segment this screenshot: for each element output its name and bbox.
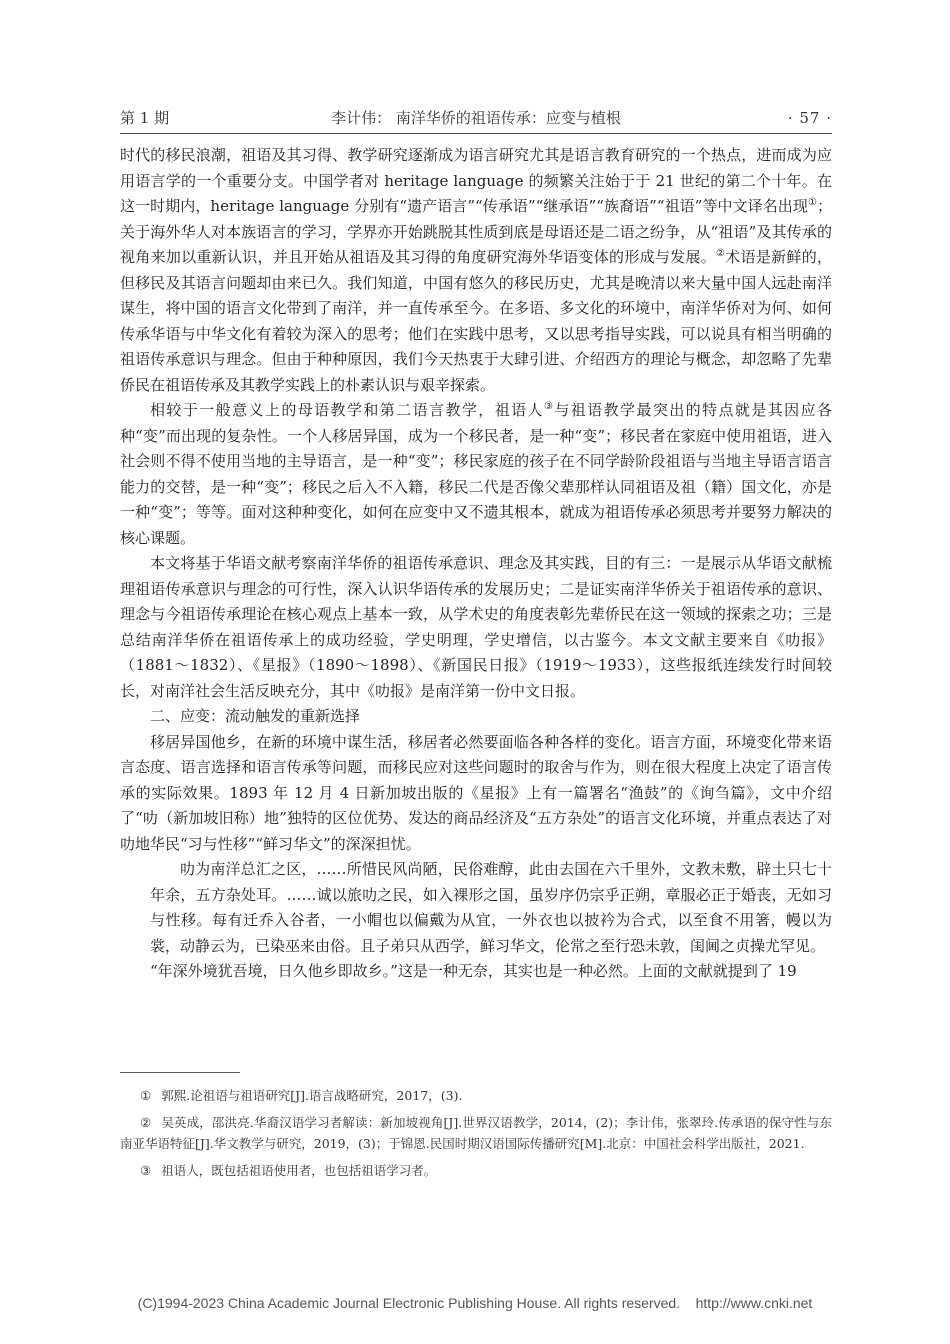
footnote-rule: [120, 1072, 240, 1073]
footnote-1: ① 郭熙.论祖语与祖语研究[J].语言战略研究，2017，(3).: [140, 1088, 463, 1103]
footnote-ref-3[interactable]: ③: [543, 401, 555, 412]
paragraph-5: “年深外境犹吾境，日久他乡即故乡。”这是一种无奈，其实也是一种必然。上面的文献就提到了 19: [150, 962, 797, 980]
copyright-line: (C)1994-2023 China Academic Journal Electronic Publishing House. All rights reserved. http://www.cnki.net: [137, 1295, 813, 1311]
paragraph-1: 时代的移民浪潮，祖语及其习得、教学研究逐渐成为语言研究尤其是语言教育研究的一个热点，进而成为应用语言学的一个重要分支。中国学者对 heritage language 的频繁关注始于于 21 世纪的第二个十年。在这一时期内，heritage language 分别有“遗产语言”“传承语”“继承语”“族裔语”“祖语”等中文译名出现①；关于海外华人对本族语言的学习，学界亦开始跳脱其性质到底是母语还是二语之纷争，从“祖语”及其传承的视角来加以重新认识，并且开始从祖语及其习得的角度研究海外华语变体的形成与发展。②术语是新鲜的，但移民及其语言问题却由来已久。我们知道，中国有悠久的移民历史，尤其是晚清以来大量中国人远赴南洋谋生，将中国的语言文化带到了南洋，并一直传承至今。在多语、多文化的环境中，南洋华侨对为何、如何传承华语与中华文化有着较为深入的思考；他们在实践中思考，又以思考指导实践，可以说具有相当明确的祖语传承意识与理念。但由于种种原因，我们今天热衷于大肆引进、介绍西方的理论与概念，却忽略了先辈侨民在祖语传承及其教学实践上的朴素认识与艰辛探索。: [120, 146, 833, 394]
paragraph-3: 本文将基于华语文献考察南洋华侨的祖语传承意识、理念及其实践，目的有三：一是展示从华语文献梳理祖语传承意识与理念的可行性，深入认识华语传承的发展历史；二是证实南洋华侨关于祖语传承的意识、理念与今祖语传承理论在核心观点上基本一致，从学术史的角度表彰先辈侨民在这一领域的探索之功；三是总结南洋华侨在祖语传承上的成功经验，学史明理，学史增信，以古鉴今。本文文献主要来自《叻报》（1881～1832）、《星报》（1890～1898）、《新国民日报》（1919～1933），这些报纸连续发行时间较长，对南洋社会生活反映充分，其中《叻报》是南洋第一份中文日报。: [120, 554, 832, 700]
paragraph-2: 相较于一般意义上的母语教学和第二语言教学，祖语人③与祖语教学最突出的特点就是其因应各种“变”而出现的复杂性。一个人移居异国，成为一个移民者，是一种“变”；移民者在家庭中使用祖语，进入社会则不得不使用当地的主导语言，是一种“变”；移民家庭的孩子在不同学龄阶段祖语与当地主导语言语言能力的交替，是一种“变”；移民之后入不入籍，移民二代是否像父辈那样认同祖语及祖（籍）国文化，亦是一种“变”；等等。面对这种种变化，如何在应变中又不遗其根本，就成为祖语传承必须思考并要努力解决的核心课题。: [120, 401, 832, 547]
running-title: 李计伟： 南洋华侨的祖语传承：应变与植根: [331, 109, 621, 127]
paragraph-4: 移居异国他乡，在新的环境中谋生活，移居者必然要面临各种各样的变化。语言方面，环境变化带来语言态度、语言选择和语言传承等问题，而移民应对这些问题时的取舍与作为，则在很大程度上决定了语言传承的实际效果。1893 年 12 月 4 日新加坡出版的《星报》上有一篇署名“渔鼓”的《询刍篇》，文中介绍了“叻（新加坡旧称）地”独特的区位优势、发达的商品经济及“五方杂处”的语言文化环境，并重点表达了对叻地华民“习与性移”“鲜习华文”的深深担忧。: [120, 732, 832, 853]
running-header: [120, 106, 832, 130]
page-number: · 57 ·: [787, 109, 832, 127]
article-body: [120, 143, 832, 985]
footnotes: [120, 1085, 832, 1187]
section-heading: 二、应变：流动触发的重新选择: [150, 707, 361, 725]
footnote-3: ③ 祖语人，既包括祖语使用者，也包括祖语学习者。: [140, 1163, 437, 1178]
footnote-ref-2[interactable]: ②: [716, 248, 726, 259]
issue-number: 第 1 期: [120, 109, 170, 127]
footnote-ref-1[interactable]: ①: [807, 197, 817, 208]
footnote-2: ② 吴英成，邵洪亮.华裔汉语学习者解读：新加坡视角[J].世界汉语教学，2014，(2)；李计伟，张翠玲.传承语的保守性与东南亚华语特征[J].华文教学与研究，2019，(3)；于锦恩.民国时期汉语国际传播研究[M].北京：中国社会科学出版社，2021.: [120, 1115, 832, 1151]
header-rule: [120, 133, 832, 134]
block-quote: 叻为南洋总汇之区，……所惜民风尚陋，民俗难醇，此由去国在六千里外，文教未敷，辟土只七十年余，五方杂处耳。……诚以旅叻之民，如入裸形之国，虽岁序仍宗乎正朔，章服必正于婚丧，无如习与性移。每有迁乔入谷者，一小帽也以偏戴为从宜，一外衣也以披衿为合式，以至食不用箸，幔以为裳，动静云为，已染巫来由俗。且子弟只从西学，鲜习华文，伦常之至行恐未敦，闺阃之贞操尤罕见。: [150, 860, 832, 955]
